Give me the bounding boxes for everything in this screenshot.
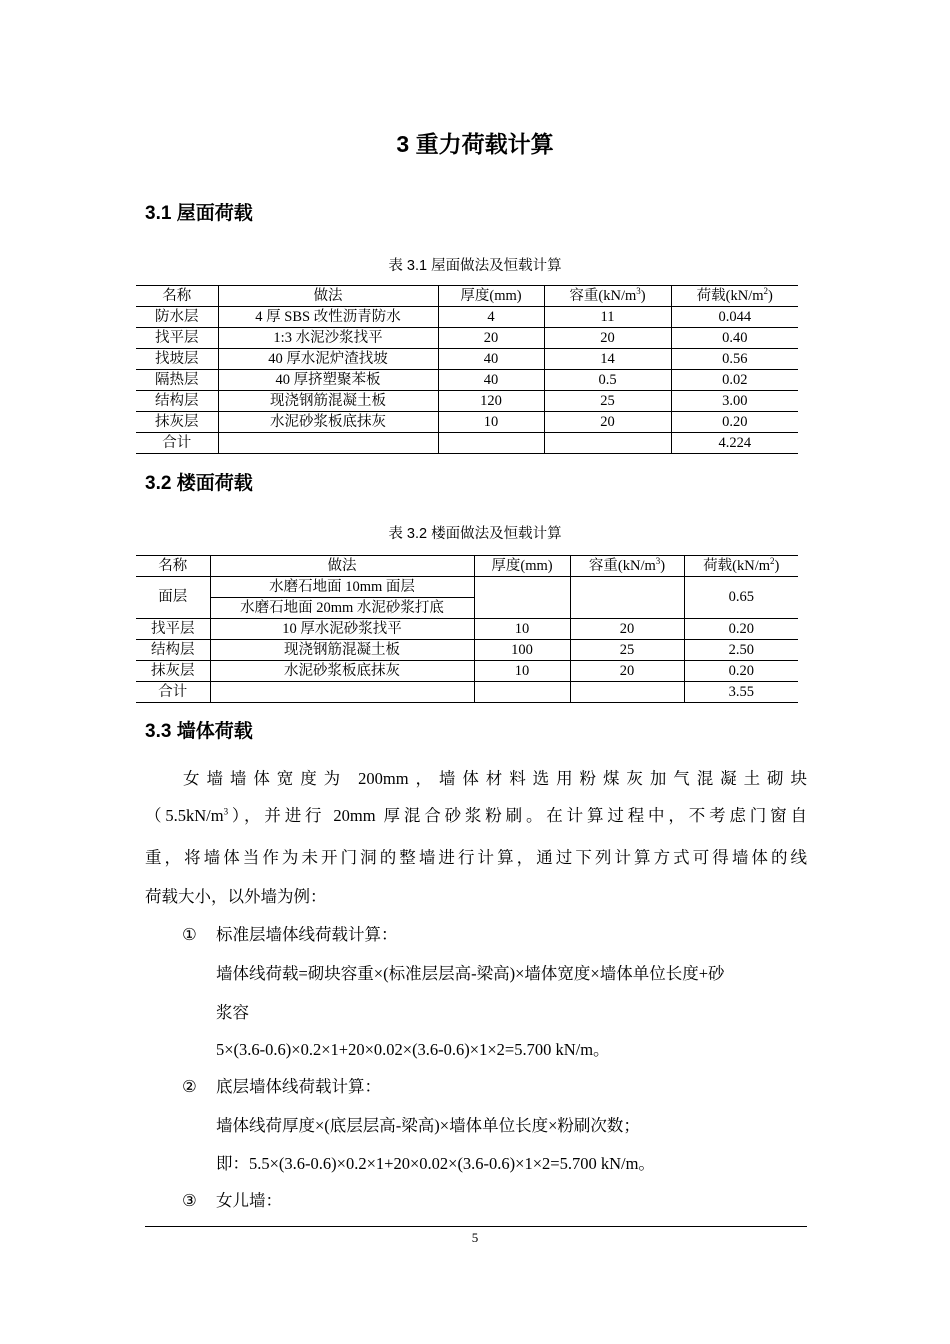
cell-empty bbox=[218, 433, 438, 454]
cell-thickness: 40 bbox=[438, 349, 544, 370]
cell-method: 40 厚挤塑聚苯板 bbox=[218, 370, 438, 391]
cell-density: 20 bbox=[544, 328, 671, 349]
cell-name: 防水层 bbox=[136, 307, 218, 328]
formula-line: 5×(3.6-0.6)×0.2×1+20×0.02×(3.6-0.6)×1×2=5.700 kN/m。 bbox=[216, 1040, 610, 1059]
cell-empty bbox=[570, 577, 684, 619]
table-row bbox=[136, 370, 798, 391]
table-row bbox=[136, 349, 798, 370]
cell-load: 2.50 bbox=[684, 640, 798, 661]
cell-thickness: 40 bbox=[438, 370, 544, 391]
table-header-row bbox=[136, 286, 798, 307]
cell-density: 0.5 bbox=[544, 370, 671, 391]
cell-load: 0.20 bbox=[671, 412, 798, 433]
cell-density: 14 bbox=[544, 349, 671, 370]
paragraph-line: 荷载大小，以外墙为例： bbox=[145, 887, 327, 906]
table-row bbox=[136, 412, 798, 433]
cell-thickness: 120 bbox=[438, 391, 544, 412]
header-load: 荷载$(kN/m^2)$ bbox=[671, 286, 798, 307]
list-item-number: ③ bbox=[182, 1191, 197, 1210]
cell-load: 0.40 bbox=[671, 328, 798, 349]
cell-empty bbox=[474, 577, 570, 619]
formula-line: 浆容 bbox=[216, 1003, 249, 1022]
cell-method: 现浇钢筋混凝土板 bbox=[218, 391, 438, 412]
cell-empty bbox=[210, 682, 474, 703]
roof-load-table bbox=[136, 285, 798, 454]
table-row bbox=[136, 661, 798, 682]
cell-total-load: 4.224 bbox=[671, 433, 798, 454]
cell-empty bbox=[474, 682, 570, 703]
paragraph-line: 女墙墙体宽度为 200mm，墙体材料选用粉煤灰加气混凝土砌块 bbox=[183, 769, 807, 788]
table-caption-floor: 表 3.2 楼面做法及恒载计算 bbox=[388, 526, 562, 542]
cell-method: 水泥砂浆板底抹灰 bbox=[218, 412, 438, 433]
cell-load: 0.56 bbox=[671, 349, 798, 370]
list-item-label: 标准层墙体线荷载计算： bbox=[216, 925, 398, 944]
cell-method: 1:3 水泥沙浆找平 bbox=[218, 328, 438, 349]
chapter-title: 3 重力荷载计算 bbox=[396, 131, 554, 157]
cell-thickness: 20 bbox=[438, 328, 544, 349]
cell-name: 找平层 bbox=[136, 619, 210, 640]
section-heading-wall: 3.3 墙体荷载 bbox=[145, 721, 253, 742]
floor-load-table bbox=[136, 555, 798, 703]
cell-method: 水磨石地面 20mm 水泥砂浆打底 bbox=[210, 598, 474, 619]
cell-name: 抹灰层 bbox=[136, 661, 210, 682]
header-density: 容重$(kN/m^3)$ bbox=[544, 286, 671, 307]
cell-thickness: 4 bbox=[438, 307, 544, 328]
paragraph-line: $(5.5kN/m^3)$，并进行 20mm 厚混合砂浆粉刷。在计算过程中，不考虑门窗自 bbox=[145, 806, 807, 825]
section-heading-floor: 3.2 楼面荷载 bbox=[145, 473, 253, 494]
cell-load: 0.20 bbox=[684, 619, 798, 640]
header-method: 做法 bbox=[218, 286, 438, 307]
formula-line: 墙体线荷厚度×(底层层高-梁高)×墙体单位长度×粉刷次数； bbox=[216, 1116, 640, 1135]
cell-name: 面层 bbox=[136, 577, 210, 619]
cell-method: 40 厚水泥炉渣找坡 bbox=[218, 349, 438, 370]
table-total-row bbox=[136, 433, 798, 454]
cell-density: 25 bbox=[544, 391, 671, 412]
cell-density: 20 bbox=[570, 619, 684, 640]
cell-method: 水泥砂浆板底抹灰 bbox=[210, 661, 474, 682]
footer-divider bbox=[145, 1226, 807, 1227]
cell-thickness: 10 bbox=[474, 661, 570, 682]
list-item-label: 底层墙体线荷载计算： bbox=[216, 1077, 381, 1096]
cell-method: 4 厚 SBS 改性沥青防水 bbox=[218, 307, 438, 328]
header-method: 做法 bbox=[210, 556, 474, 577]
cell-thickness: 10 bbox=[474, 619, 570, 640]
table-row bbox=[136, 391, 798, 412]
list-item-number: ① bbox=[182, 925, 197, 944]
list-item bbox=[182, 1068, 381, 1105]
table-row bbox=[136, 619, 798, 640]
section-heading-roof: 3.1 屋面荷载 bbox=[145, 203, 253, 224]
cell-load: 0.65 bbox=[684, 577, 798, 619]
cell-name: 隔热层 bbox=[136, 370, 218, 391]
cell-density: 25 bbox=[570, 640, 684, 661]
list-item-number: ② bbox=[182, 1077, 197, 1096]
cell-empty bbox=[438, 433, 544, 454]
header-load: 荷载$(kN/m^2)$ bbox=[684, 556, 798, 577]
table-row bbox=[136, 307, 798, 328]
cell-empty bbox=[570, 682, 684, 703]
list-item bbox=[182, 1182, 282, 1219]
cell-empty bbox=[544, 433, 671, 454]
table-row bbox=[136, 577, 798, 598]
cell-load: 0.02 bbox=[671, 370, 798, 391]
cell-total-load: 3.55 bbox=[684, 682, 798, 703]
header-thickness: 厚度(mm) bbox=[474, 556, 570, 577]
list-item bbox=[182, 916, 398, 953]
cell-density: 11 bbox=[544, 307, 671, 328]
cell-total-label: 合计 bbox=[136, 433, 218, 454]
cell-load: 0.20 bbox=[684, 661, 798, 682]
cell-method: 10 厚水泥砂浆找平 bbox=[210, 619, 474, 640]
cell-name: 结构层 bbox=[136, 391, 218, 412]
cell-thickness: 10 bbox=[438, 412, 544, 433]
formula-line: 即：5.5×(3.6-0.6)×0.2×1+20×0.02×(3.6-0.6)×1×2=5.700 kN/m。 bbox=[216, 1154, 655, 1173]
header-name: 名称 bbox=[136, 556, 210, 577]
cell-name: 抹灰层 bbox=[136, 412, 218, 433]
cell-name: 结构层 bbox=[136, 640, 210, 661]
cell-thickness: 100 bbox=[474, 640, 570, 661]
formula-line: 墙体线荷载=砌块容重×(标准层层高-梁高)×墙体宽度×墙体单位长度+砂 bbox=[216, 964, 725, 983]
cell-name: 找坡层 bbox=[136, 349, 218, 370]
cell-method: 水磨石地面 10mm 面层 bbox=[210, 577, 474, 598]
page-number: 5 bbox=[471, 1230, 479, 1245]
cell-load: 3.00 bbox=[671, 391, 798, 412]
cell-density: 20 bbox=[570, 661, 684, 682]
list-item-label: 女儿墙： bbox=[216, 1191, 282, 1210]
table-row bbox=[136, 328, 798, 349]
table-caption-roof: 表 3.1 屋面做法及恒载计算 bbox=[388, 258, 562, 274]
cell-method: 现浇钢筋混凝土板 bbox=[210, 640, 474, 661]
table-total-row bbox=[136, 682, 798, 703]
table-row bbox=[136, 640, 798, 661]
cell-total-label: 合计 bbox=[136, 682, 210, 703]
cell-density: 20 bbox=[544, 412, 671, 433]
cell-load: 0.044 bbox=[671, 307, 798, 328]
header-thickness: 厚度(mm) bbox=[438, 286, 544, 307]
header-name: 名称 bbox=[136, 286, 218, 307]
cell-name: 找平层 bbox=[136, 328, 218, 349]
paragraph-line: 重，将墙体当作为未开门洞的整墙进行计算，通过下列计算方式可得墙体的线 bbox=[145, 848, 807, 867]
table-header-row bbox=[136, 556, 798, 577]
header-density: 容重$(kN/m^3)$ bbox=[570, 556, 684, 577]
